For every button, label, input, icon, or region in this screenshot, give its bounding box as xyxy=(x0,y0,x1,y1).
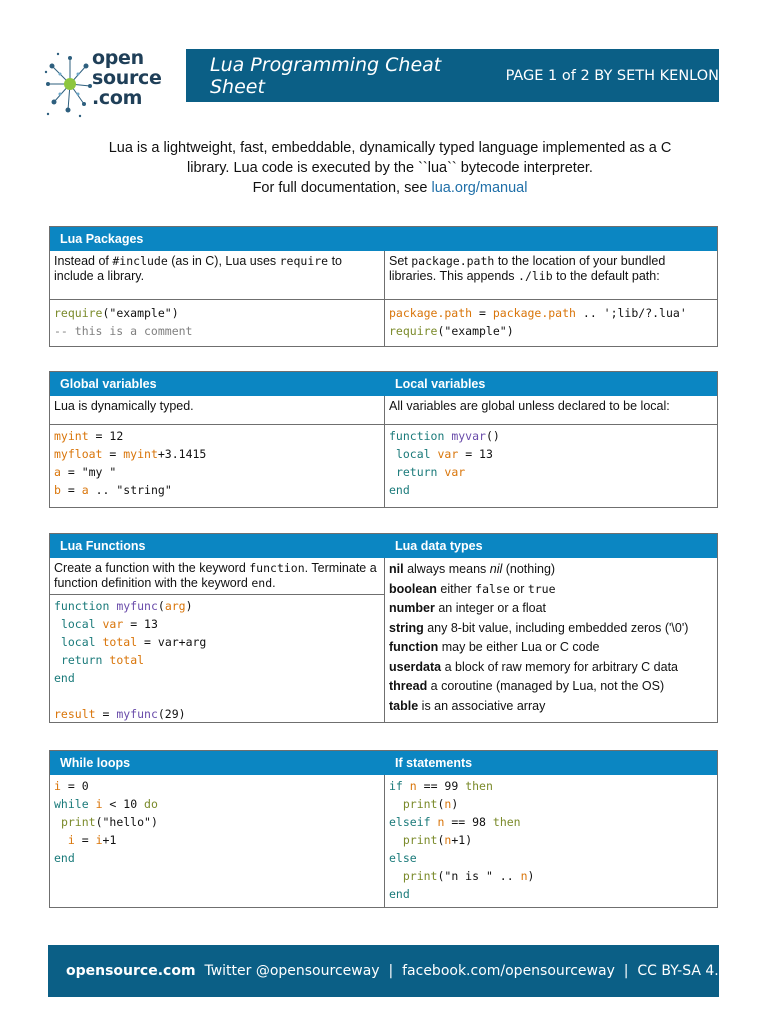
logo-burst-icon xyxy=(44,46,92,122)
global-variables-code: myint = 12 myfloat = myint+3.1415 a = "my " b = a .. "string" xyxy=(50,425,385,507)
packages-desc-left: Instead of #include (as in C), Lua uses require to include a library. xyxy=(50,251,385,299)
footer-twitter[interactable]: Twitter @opensourceway xyxy=(204,963,380,979)
functions-desc: Create a function with the keyword function. Terminate a function definition with the keyword end. xyxy=(54,561,377,590)
if-statements-header: If statements xyxy=(395,756,473,770)
intro-line-3-text: For full documentation, see xyxy=(252,180,432,196)
opensource-logo xyxy=(44,46,164,122)
footer-separator-1: | xyxy=(388,963,394,979)
functions-code: function myfunc(arg) local var = 13 local total = var+arg return total end result = myfunc(29) xyxy=(50,594,384,725)
global-variables-desc: Lua is dynamically typed. xyxy=(50,396,385,424)
data-types-list xyxy=(385,558,717,722)
type-function: function may be either Lua or C code xyxy=(389,640,600,654)
packages-header: Lua Packages xyxy=(60,232,144,246)
footer-separator-2: | xyxy=(623,963,629,979)
section-functions xyxy=(49,533,718,723)
local-variables-code: function myvar() local var = 13 return var end xyxy=(389,429,500,497)
if-statements-code: if n == 99 then print(n) elseif n == 98 then print(n+1) else print("n is " .. n) end xyxy=(389,779,535,901)
title-bar xyxy=(186,49,719,102)
intro-line-3 xyxy=(60,178,720,198)
footer-bar xyxy=(48,945,728,997)
type-userdata: userdata a block of raw memory for arbitrary C data xyxy=(389,659,678,674)
logo-line-com: .com xyxy=(92,87,143,109)
type-table: table is an associative array xyxy=(389,698,546,713)
packages-desc-right: Set package.path to the location of your bundled libraries. This appends ./lib to the default path: xyxy=(389,254,666,283)
packages-code-right: package.path = package.path .. ';lib/?.lua' require("example") xyxy=(389,306,687,338)
logo-line-open: open xyxy=(92,47,144,69)
global-variables-header: Global variables xyxy=(50,372,385,396)
local-variables-desc: All variables are global unless declared to be local: xyxy=(389,399,670,413)
page-subtitle: PAGE 1 of 2 BY SETH KENLON xyxy=(505,67,719,84)
logo-line-source: source xyxy=(92,67,162,89)
intro-line-2: library. Lua code is executed by the ``lua`` bytecode interpreter. xyxy=(187,160,593,176)
type-boolean: boolean either false or true xyxy=(389,581,556,596)
section-variables xyxy=(49,371,718,508)
packages-code-left: require("example") -- this is a comment xyxy=(50,300,385,346)
lua-manual-link[interactable]: lua.org/manual xyxy=(431,180,528,196)
type-number: number an integer or a float xyxy=(389,601,547,615)
type-nil: nil always means nil (nothing) xyxy=(389,562,556,576)
footer-site-link[interactable]: opensource.com xyxy=(66,963,196,979)
section-lua-packages xyxy=(49,226,718,347)
footer-facebook[interactable]: facebook.com/opensourceway xyxy=(402,963,615,979)
intro-paragraph xyxy=(60,138,720,198)
footer-license: CC BY-SA 4.0 xyxy=(637,963,728,979)
type-thread: thread a coroutine (managed by Lua, not the OS) xyxy=(389,679,665,693)
data-types-header: Lua data types xyxy=(395,539,483,553)
while-loops-header: While loops xyxy=(50,751,385,775)
section-loops xyxy=(49,750,718,908)
page-title: Lua Programming Cheat Sheet xyxy=(210,53,442,98)
type-string: string any 8-bit value, including embedded zeros ('\0') xyxy=(389,620,689,635)
functions-header: Lua Functions xyxy=(50,534,385,558)
intro-line-1: Lua is a lightweight, fast, embeddable, dynamically typed language implemented as a C xyxy=(108,140,672,156)
while-loops-code: i = 0 while i < 10 do print("hello") i = i+1 end xyxy=(50,775,385,907)
local-variables-header: Local variables xyxy=(395,377,486,391)
